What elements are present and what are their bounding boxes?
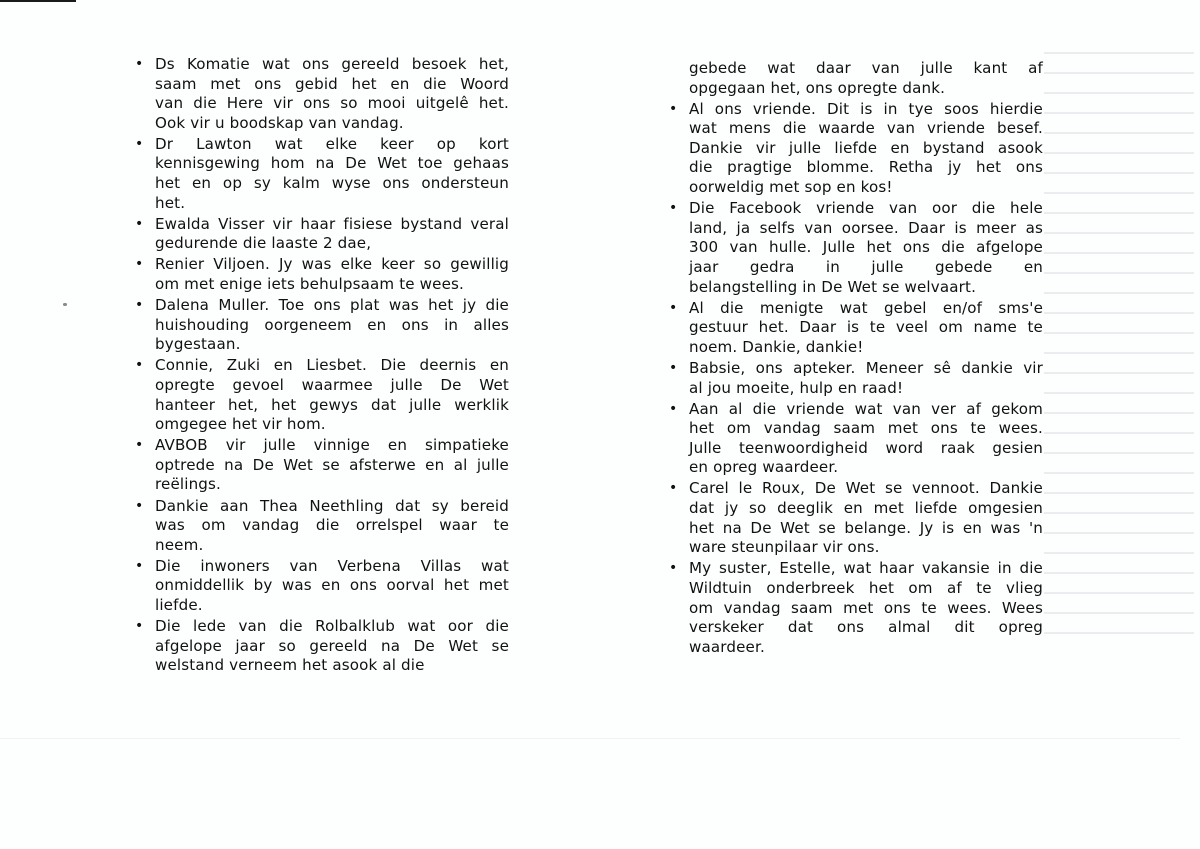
text-line: gebede wat daar van julle kant af [689,59,1043,77]
text-line: oorweldig met sop en kos! [689,178,893,197]
acknowledgement-item [133,557,509,616]
acknowledgement-item [667,359,1043,398]
text-line: 300 van hulle. Julle het ons die afgelope [689,238,1043,257]
acknowledgement-item [667,100,1043,198]
text-line: afgelope jaar so gereeld na De Wet se [155,636,509,655]
text-line: • Dr Lawton wat elke keer op kort [155,134,509,153]
text-line: die pragtige blomme. Retha jy het ons [689,158,1043,177]
text-line: onmiddellik by was en ons oorval het met [155,576,509,595]
acknowledgement-item [133,55,509,133]
acknowledgement-item [667,400,1043,478]
right-column [667,59,1043,659]
text-line: het om vandag saam met ons te wees. [689,419,1043,438]
text-line: het en op sy kalm wyse ons ondersteun [155,174,509,193]
text-line: liefde. [155,596,203,615]
text-line: saam met ons gebid het en die Woord [155,74,509,93]
acknowledgement-item [133,255,509,294]
text-line: • My suster, Estelle, wat haar vakansie in die [689,559,1043,578]
text-line: gestuur het. Daar is te veel om name te [689,318,1043,337]
text-line: • Aan al die vriende wat van ver af gekom [689,399,1043,418]
text-line: • Babsie, ons apteker. Meneer sê dankie vir [689,358,1043,377]
text-line: • Die lede van die Rolbalklub wat oor die [155,617,509,636]
text-line: welstand verneem het asook al die [155,656,425,675]
text-line: Wildtuin onderbreek het om af te vlieg [689,578,1043,597]
text-line: gedurende die laaste 2 dae, [155,234,372,253]
text-line: ware steunpilaar vir ons. [689,538,880,557]
text-line: noem. Dankie, dankie! [689,337,864,356]
text-line: • Ewalda Visser vir haar fisiese bystand veral [155,214,509,233]
scan-edge-mark [0,0,76,2]
acknowledgement-continuation [667,59,1043,98]
text-line: bygestaan. [155,335,241,354]
acknowledgement-item [133,296,509,355]
text-line: was om vandag die orrelspel waar te [155,516,509,535]
text-line: • Al die menigte wat gebel en/of sms'e [689,298,1043,317]
text-line: opgegaan het, ons opregte dank. [689,78,946,97]
acknowledgement-item [667,559,1043,657]
text-line: • Connie, Zuki en Liesbet. Die deernis en [155,356,509,375]
text-line: dat jy so deeglik en met liefde omgesien [689,499,1043,518]
text-line: reëlings. [155,475,221,494]
text-line: • Al ons vriende. Dit is in tye soos hierdie [689,99,1043,118]
page-fold-line [0,738,1180,739]
acknowledgement-item [667,199,1043,297]
text-line: al jou moeite, hulp en raad! [689,378,904,397]
text-line: • Die inwoners van Verbena Villas wat [155,556,509,575]
acknowledgement-item [667,479,1043,557]
left-column [133,55,509,677]
acknowledgement-item [133,215,509,254]
text-line: wat mens die waarde van vriende besef. [689,119,1043,138]
text-line: • Dalena Muller. Toe ons plat was het jy die [155,296,509,315]
text-line: • Ds Komatie wat ons gereeld besoek het, [155,55,509,73]
acknowledgement-item [667,299,1043,358]
text-line: • Renier Viljoen. Jy was elke keer so gewillig [155,255,509,274]
acknowledgement-item [133,135,509,213]
text-line: kennisgewing hom na De Wet toe gehaas [155,154,509,173]
text-line: van die Here vir ons so mooi uitgelê het. [155,94,509,113]
acknowledgement-item [133,617,509,676]
text-line: het. [155,193,186,212]
scan-speck [63,303,67,306]
text-line: • AVBOB vir julle vinnige en simpatieke [155,436,509,455]
text-line: optrede na De Wet se afsterwe en al julle [155,455,509,474]
text-line: neem. [155,535,204,554]
text-line: hanteer het, het gewys dat julle werklik [155,395,509,414]
text-line: huishouding oorgeneem en ons in alles [155,315,509,334]
text-line: omgegee het vir hom. [155,415,326,434]
text-line: • Carel le Roux, De Wet se vennoot. Dankie [689,479,1043,498]
text-line: en opreg waardeer. [689,458,839,477]
acknowledgement-item [133,356,509,434]
acknowledgement-item [133,436,509,495]
bleed-through-text [1044,40,1194,640]
text-line: jaar gedra in julle gebede en [689,257,1043,276]
text-line: het na De Wet se belange. Jy is en was 'n [689,518,1043,537]
text-line: waardeer. [689,637,765,656]
text-line: verskeker dat ons almal dit opreg [689,618,1043,637]
text-line: belangstelling in De Wet se welvaart. [689,277,977,296]
text-line: • Die Facebook vriende van oor die hele [689,199,1043,218]
text-line: om met enige iets behulpsaam te wees. [155,275,464,294]
text-line: • Dankie aan Thea Neethling dat sy bereid [155,496,509,515]
acknowledgement-item [133,497,509,556]
text-line: Julle teenwoordigheid word raak gesien [689,438,1043,457]
text-line: Dankie vir julle liefde en bystand asook [689,138,1043,157]
text-line: Ook vir u boodskap van vandag. [155,113,404,132]
text-line: opregte gevoel waarmee julle De Wet [155,376,509,394]
text-line: land, ja selfs van oorsee. Daar is meer as [689,218,1043,237]
text-line: om vandag saam met ons te wees. Wees [689,598,1043,617]
